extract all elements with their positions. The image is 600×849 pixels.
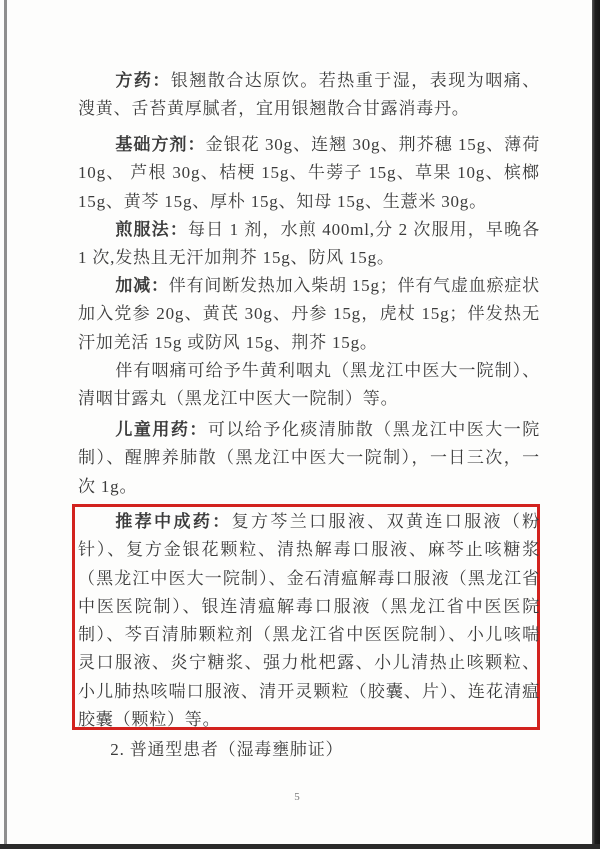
paragraph-text: 复方芩兰口服液、双黄连口服液（粉针）、复方金银花颗粒、清热解毒口服液、麻芩止咳糖浆（黑龙江中医大一院制）、金石清瘟解毒口服液（黑龙江省中医医院制）、银连清瘟解毒口服液（黑龙江省中医医院制）、芩百清肺颗粒剂（黑龙江省中医医院制）、小儿咳喘灵口服液、炎宁糖浆、强力枇杷露、小儿清热止咳颗粒、小儿肺热咳喘口服液、清开灵颗粒（胶囊、片）、连花清瘟胶囊（颗粒）等。: [78, 512, 540, 730]
paragraph-text: 伴有间断发热加入柴胡 15g；伴有气虚血瘀症状加入党参 20g、黄芪 30g、丹参 15g，虎杖 15g；伴发热无汗加羌活 15g 或防风 15g、荆芥 15g。: [78, 276, 540, 352]
paragraph-text: 伴有咽痛可给予牛黄利咽丸（黑龙江中医大一院制）、清咽甘露丸（黑龙江中医大一院制）等。: [78, 361, 540, 409]
scan-edge-bottom: [0, 844, 600, 849]
paragraph-base-formula: [78, 131, 540, 216]
paragraph-label: 儿童用药：: [115, 420, 208, 439]
paragraph-modifications: [78, 272, 540, 357]
paragraph-text: 可以给予化痰清肺散（黑龙江中医大一院制）、醒脾养肺散（黑龙江中医大一院制），一日三次，一次 1g。: [78, 420, 541, 496]
paragraph-decoction-method: [78, 216, 540, 273]
paragraph-label: 方药：: [115, 71, 171, 90]
paragraph-recommended-patent-medicines: [78, 508, 540, 734]
paragraph-sore-throat: [78, 357, 540, 414]
paragraph-ordinary-type-heading: [78, 736, 540, 764]
paragraph-text: 金银花 30g、连翘 30g、荆芥穗 15g、薄荷 10g、 芦根 30g、桔梗 15g、牛蒡子 15g、草果 10g、槟榔 15g、黄芩 15g、厚朴 15g、知母 15g、生薏米 30g。: [78, 135, 541, 211]
paragraph-text: 每日 1 剂，水煎 400ml,分 2 次服用，早晚各 1 次,发热且无汗加荆芥 15g、防风 15g。: [78, 220, 541, 268]
paragraph-text: 2. 普通型患者（湿毒壅肺证）: [110, 740, 344, 759]
paragraph-label: 煎服法：: [115, 220, 188, 239]
paragraph-label: 基础方剂：: [115, 135, 206, 154]
scan-edge-left: [4, 0, 7, 849]
paragraph-prescription: [78, 67, 540, 124]
paragraph-children-medication: [78, 416, 540, 501]
paragraph-label: 加减：: [115, 276, 169, 295]
paragraph-text: 银翘散合达原饮。若热重于湿，表现为咽痛、溲黄、舌苔黄厚腻者，宜用银翘散合甘露消毒丹。: [78, 71, 541, 119]
scan-edge-right: [592, 0, 600, 849]
paragraph-label: 推荐中成药：: [115, 512, 232, 531]
page-number: 5: [294, 791, 300, 803]
